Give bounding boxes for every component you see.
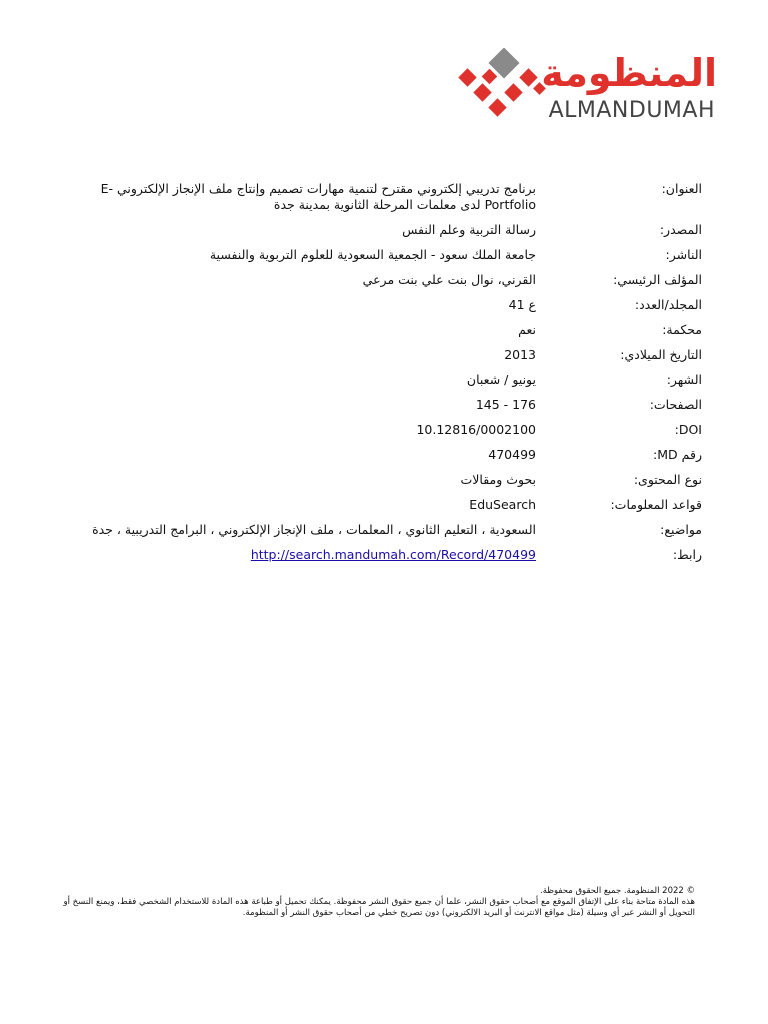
record-label: قواعد المعلومات:	[610, 497, 702, 512]
record-label: العنوان:	[661, 181, 702, 196]
record-label: مواضيع:	[660, 522, 702, 537]
record-row-volume-issue	[62, 296, 702, 313]
record-label: رابط:	[672, 547, 702, 562]
record-row-doi	[62, 421, 702, 438]
logo-diamond-icon	[455, 48, 553, 130]
record-label: الصفحات:	[649, 397, 702, 412]
record-row-author	[62, 271, 702, 288]
copyright-footer	[55, 886, 695, 919]
record-value: 2013	[504, 347, 536, 362]
record-label: المصدر:	[659, 222, 702, 237]
record-label: DOI:	[674, 422, 702, 437]
record-value: نعم	[518, 322, 536, 337]
record-row-source	[62, 221, 702, 238]
record-value: برنامج تدريبي إلكتروني مقترح لتنمية مهارات تصميم وإنتاج ملف الإنجاز الإلكتروني E-Portfolio لدى معلمات المرحلة الثانوية بمدينة جدة	[100, 181, 536, 212]
record-row-title	[62, 180, 702, 213]
record-label: التاريخ الميلادي:	[620, 347, 702, 362]
record-row-publisher	[62, 246, 702, 263]
record-row-databases	[62, 496, 702, 513]
record-value: السعودية ، التعليم الثانوي ، المعلمات ، ملف الإنجاز الإلكتروني ، البرامج التدريبية ، جدة	[92, 522, 536, 537]
record-value	[62, 546, 536, 563]
record-value: القرني، نوال بنت علي بنت مرعي	[362, 272, 536, 287]
record-label: الناشر:	[665, 247, 702, 262]
record-value: ع 41	[508, 297, 536, 312]
record-label: المؤلف الرئيسي:	[613, 272, 702, 287]
copyright-notice: هذه المادة متاحة بناء على الإتفاق الموقع مع أصحاب حقوق النشر، علما أن جميع حقوق النشر محفوظة. يمكنك تحميل أو طباعة هذه المادة للاستخدام الشخصي فقط، ويمنع النسخ أو التحويل أو النشر عبر أي وسيلة (مثل مواقع الانترنت أو البريد الالكتروني) دون تصريح خطي من أصحاب حقوق النشر أو المنظومة.	[63, 897, 695, 918]
record-row-subjects	[62, 521, 702, 538]
record-value: رسالة التربية وعلم النفس	[402, 222, 536, 237]
record-label: محكمة:	[662, 322, 702, 337]
copyright-line: © 2022 المنظومة. جميع الحقوق محفوظة.	[540, 886, 695, 896]
record-label: رقم MD:	[653, 447, 702, 462]
record-row-link	[62, 546, 702, 563]
record-value: EduSearch	[469, 497, 536, 512]
record-row-year	[62, 346, 702, 363]
logo-english-text: ALMANDUMAH	[548, 98, 715, 123]
record-label: الشهر:	[666, 372, 702, 387]
record-row-content-type	[62, 471, 702, 488]
record-value: 145 - 176	[475, 397, 536, 412]
record-label: نوع المحتوى:	[633, 472, 702, 487]
record-row-month	[62, 371, 702, 388]
record-value: يونيو / شعبان	[466, 372, 536, 387]
record-value: 470499	[488, 447, 536, 462]
record-value: بحوث ومقالات	[460, 472, 536, 487]
logo-arabic-text: المنظومة	[541, 51, 717, 95]
record-link[interactable]: http://search.mandumah.com/Record/470499	[250, 547, 536, 562]
record-row-md-number	[62, 446, 702, 463]
record-label: المجلد/العدد:	[634, 297, 702, 312]
almandumah-logo	[455, 48, 717, 130]
record-row-pages	[62, 396, 702, 413]
record-value: جامعة الملك سعود - الجمعية السعودية للعلوم التربوية والنفسية	[209, 247, 536, 262]
record-row-peer-reviewed	[62, 321, 702, 338]
record-metadata	[62, 180, 702, 571]
record-value: 10.12816/0002100	[416, 422, 536, 437]
